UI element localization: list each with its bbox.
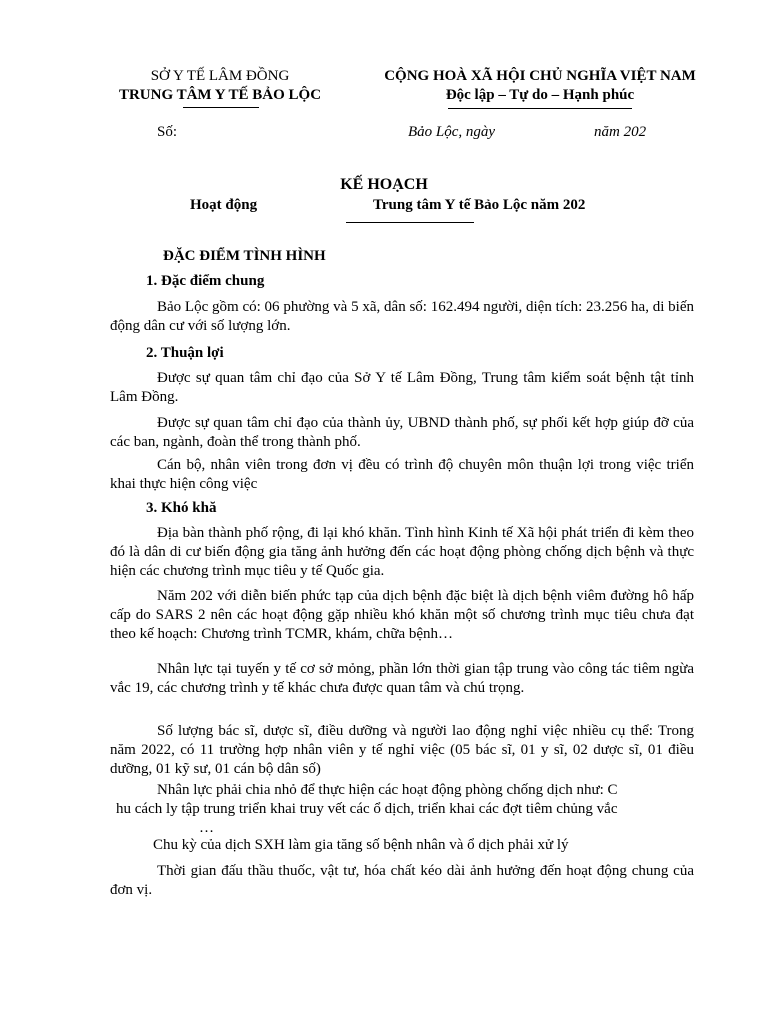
paragraph-general: Bảo Lộc gồm có: 06 phường và 5 xã, dân số: 162.494 người, diện tích: 23.256 ha, di biến động dân cư với số lượng lớn. (110, 299, 694, 334)
document-number-label: Số: (157, 124, 178, 140)
motto-underline (448, 108, 632, 109)
subheading-general: 1. Đặc điểm chung (146, 273, 265, 289)
paragraph-advantage-3: Cán bộ, nhân viên trong đơn vị đều có trình độ chuyên môn thuận lợi trong việc triển khai thực hiện công việc (110, 457, 694, 492)
paragraph-difficulty-6: Chu kỳ của dịch SXH làm gia tăng số bệnh nhân và ổ dịch phải xử lý (153, 837, 569, 853)
document-title: KẾ HOẠCH (340, 176, 428, 193)
paragraph-difficulty-4: Số lượng bác sĩ, dược sĩ, điều dưỡng và người lao động nghỉ việc nhiều cụ thể: Trong năm 2022, có 11 trường hợp nhân viên y tế nghỉ việc (05 bác sĩ, 01 y sĩ, 02 dược sĩ, 01 điều dưỡng, 01 kỹ sư, 01 cán bộ dân số) (110, 723, 694, 777)
document-subtitle-left: Hoạt động (190, 197, 258, 213)
document-subtitle-right: Trung tâm Y tế Bảo Lộc năm 202 (373, 197, 586, 213)
paragraph-difficulty-7: Thời gian đấu thầu thuốc, vật tư, hóa chất kéo dài ảnh hưởng đến hoạt động chung của đơn vị. (110, 863, 694, 898)
section-heading: ĐẶC ĐIỂM TÌNH HÌNH (163, 248, 326, 264)
issuer-underline (183, 107, 259, 108)
place-date: Bảo Lộc, ngày (408, 124, 496, 140)
date-year: năm 202 (594, 124, 647, 140)
title-underline (346, 222, 474, 223)
subheading-difficulties: 3. Khó khă (146, 500, 217, 516)
paragraph-difficulty-3: Nhân lực tại tuyến y tế cơ sở mỏng, phần lớn thời gian tập trung vào công tác tiêm ngừa vắc 19, các chương trình y tế khác chưa được quan tâm và chú trọng. (110, 661, 694, 696)
paragraph-difficulty-5-line3: … (199, 820, 214, 836)
paragraph-difficulty-2: Năm 202 với diễn biến phức tạp của dịch bệnh đặc biệt là dịch bệnh viêm đường hô hấp cấp do SARS 2 nên các hoạt động gặp nhiều khó khăn một số chương trình mục tiêu chưa đạt theo kế hoạch: Chương trình TCMR, khám, chữa bệnh… (110, 588, 694, 642)
issuer-parent: SỞ Y TẾ LÂM ĐỒNG (150, 68, 290, 84)
paragraph-advantage-2: Được sự quan tâm chỉ đạo của thành ủy, UBND thành phố, sự phối kết hợp giúp đỡ của các ban, ngành, đoàn thể trong thành phố. (110, 415, 694, 450)
paragraph-difficulty-5-line2: hu cách ly tập trung triển khai truy vết các ổ dịch, triển khai các đợt tiêm chủng vắc (116, 801, 618, 817)
issuer-name: TRUNG TÂM Y TẾ BẢO LỘC (118, 87, 322, 103)
paragraph-difficulty-5-line1: Nhân lực phải chia nhỏ để thực hiện các hoạt động phòng chống dịch như: C (157, 782, 618, 798)
national-motto: Độc lập – Tự do – Hạnh phúc (445, 87, 635, 103)
paragraph-advantage-1: Được sự quan tâm chỉ đạo của Sở Y tế Lâm Đồng, Trung tâm kiểm soát bệnh tật tỉnh Lâm Đồng. (110, 370, 694, 405)
subheading-advantages: 2. Thuận lợi (146, 345, 224, 361)
national-title: CỘNG HOÀ XÃ HỘI CHỦ NGHĨA VIỆT NAM (384, 68, 696, 84)
paragraph-difficulty-1: Địa bàn thành phố rộng, đi lại khó khăn. Tình hình Kinh tế Xã hội phát triển đi kèm theo đó là dân di cư biến động gia tăng ảnh hưởng đến các hoạt động phòng chống dịch bệnh và thực hiện các chương trình mục tiêu y tế Quốc gia. (110, 525, 694, 579)
